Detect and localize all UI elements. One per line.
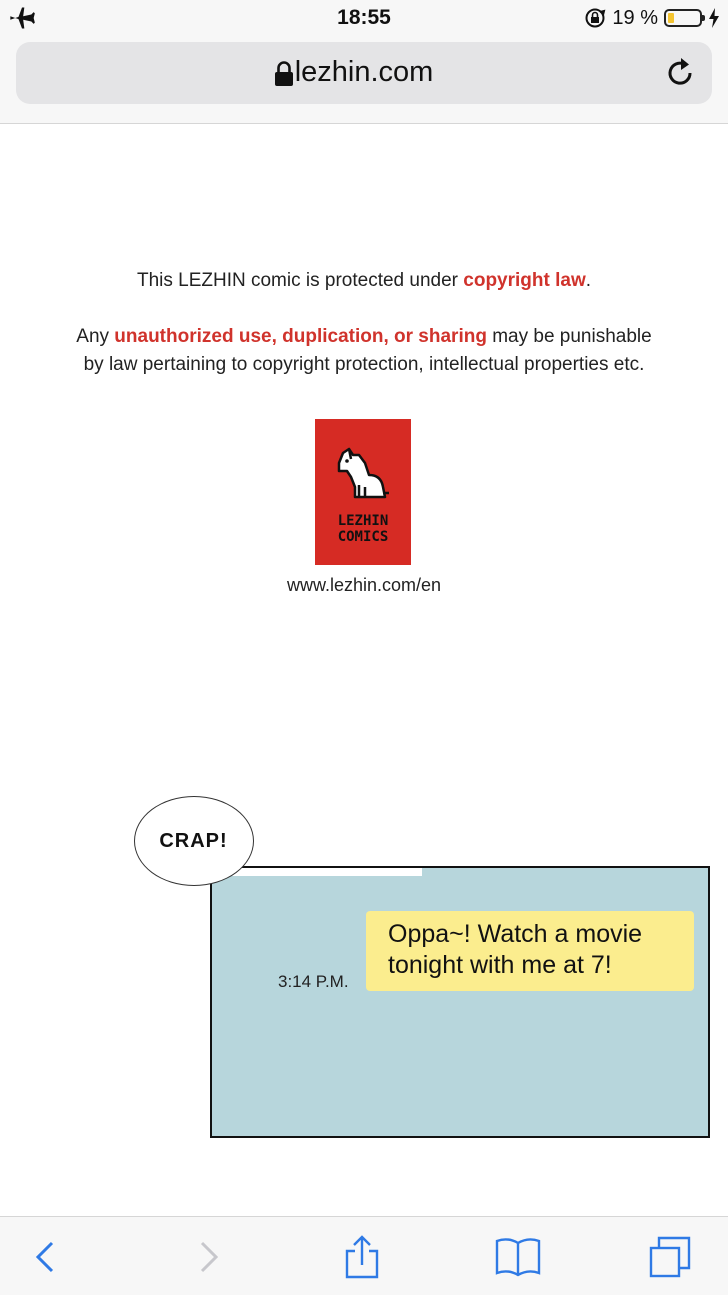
chat-message: Oppa~! Watch a movie tonight with me at 7! [366,911,694,991]
reload-icon[interactable] [664,56,698,90]
notice-text: Any [76,326,115,347]
share-icon[interactable] [340,1235,384,1279]
battery-percent: 19 % [612,6,658,29]
logo-wordmark [315,513,411,545]
address-bar[interactable] [16,42,712,104]
notice-text: may be punishable [486,326,652,347]
unauthorized-use-highlight: unauthorized use, duplication, or sharing [114,326,487,347]
book-icon[interactable] [494,1235,542,1279]
panel-strip [226,868,422,876]
copyright-notice-line2 [0,323,728,351]
url-text[interactable]: lezhin.com [294,56,434,88]
copyright-notice-line3: by law pertaining to copyright protection, intellectual properties etc. [83,354,645,375]
notice-text: . [585,270,592,291]
speech-bubble [134,796,254,886]
chevron-left-icon[interactable] [24,1235,68,1279]
browser-toolbar [0,1216,728,1295]
copyright-law-highlight: copyright law [463,270,586,291]
status-bar [0,0,728,36]
speech-bubble-text: CRAP! [159,830,228,852]
site-url: www.lezhin.com/en [286,575,442,595]
copyright-notice-line1 [0,267,728,295]
battery-fill [668,13,674,23]
chat-timestamp: 3:14 P.M. [278,972,349,991]
logo-line1: LEZHIN [337,513,389,529]
rotation-lock-icon [584,7,606,29]
notice-text: This LEZHIN comic is protected under [136,270,464,291]
bolt-icon [708,8,720,28]
lezhin-comics-logo [315,419,411,565]
chevron-right-icon[interactable] [186,1235,230,1279]
browser-address-area [0,36,728,124]
status-time: 18:55 [337,6,391,29]
logo-line2: COMICS [337,529,389,545]
dog-logo-icon [335,447,391,501]
tabs-icon[interactable] [648,1235,692,1279]
comic-panel [210,866,710,1138]
battery-icon [664,9,702,27]
